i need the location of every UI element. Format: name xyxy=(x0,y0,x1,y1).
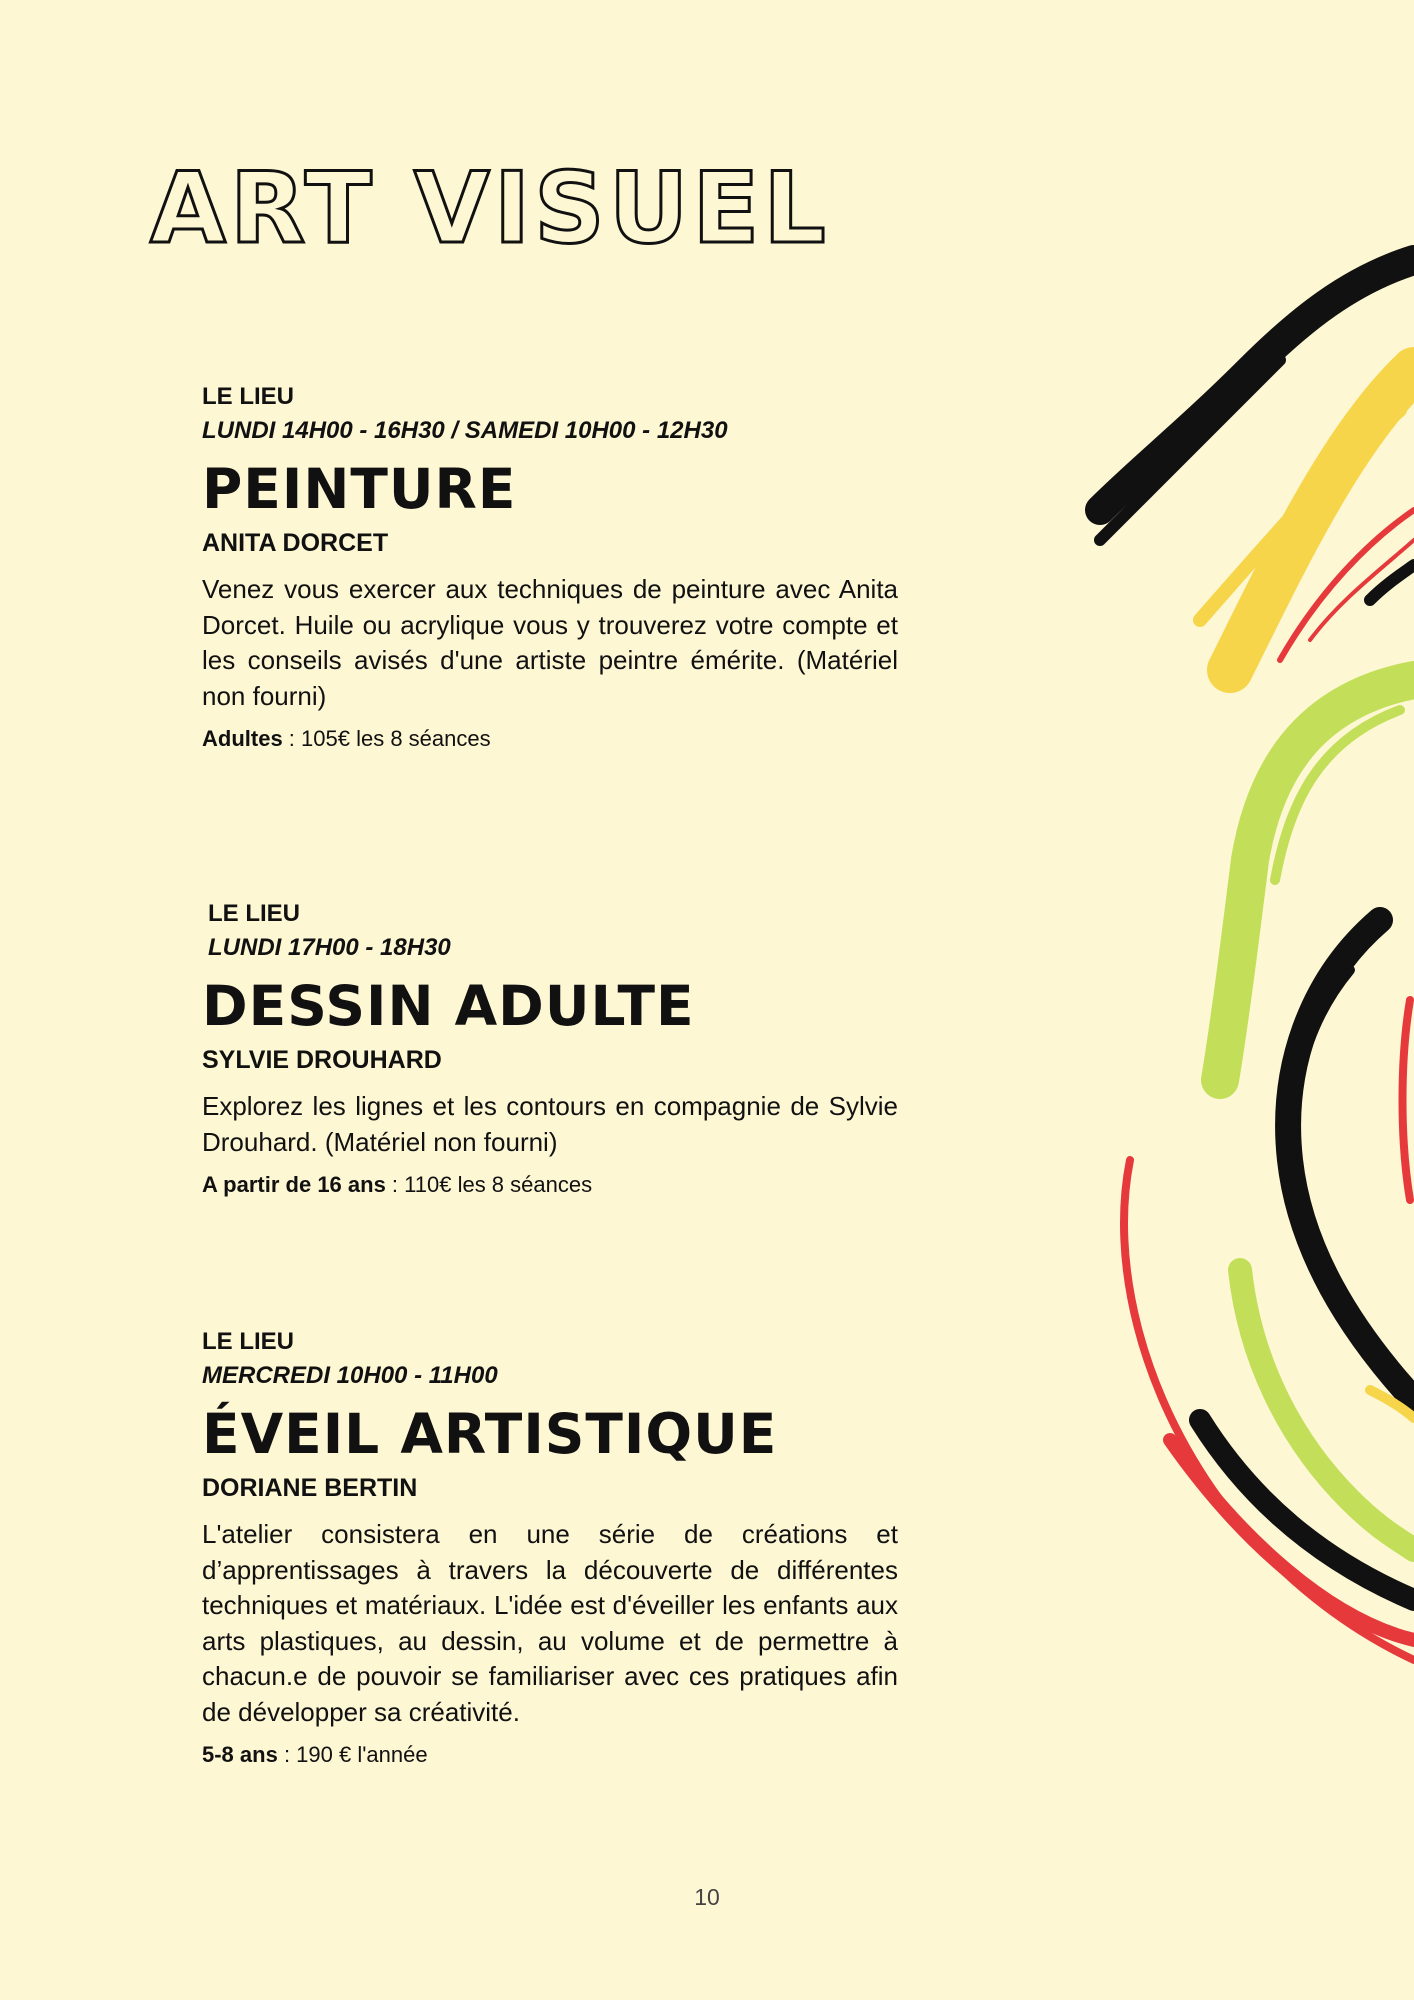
course-place: LE LIEU xyxy=(202,1328,295,1355)
course-teacher: DORIANE BERTIN xyxy=(202,1474,418,1502)
course-schedule: MERCREDI 10H00 - 11H00 xyxy=(202,1362,498,1389)
yellow-brush-stroke-thin xyxy=(1200,410,1400,620)
course-description: Explorez les lignes et les contours en compagnie de Sylvie Drouhard. (Matériel non fourni) xyxy=(202,1091,898,1157)
price-audience: 5-8 ans xyxy=(202,1742,278,1767)
course-schedule: LUNDI 14H00 - 16H30 / SAMEDI 10H00 - 12H30 xyxy=(202,417,728,444)
price-audience: Adultes xyxy=(202,726,283,751)
price-audience: A partir de 16 ans xyxy=(202,1172,386,1197)
course-price xyxy=(202,1740,898,1770)
course-teacher: SYLVIE DROUHARD xyxy=(202,1046,442,1074)
course-schedule: LUNDI 17H00 - 18H30 xyxy=(208,934,451,961)
course-section-peinture xyxy=(202,380,898,754)
course-price xyxy=(202,1170,898,1200)
course-title: DESSIN ADULTE xyxy=(202,974,695,1038)
course-description: Venez vous exercer aux techniques de peinture avec Anita Dorcet. Huile ou acrylique vous y trouverez votre compte et les conseils avisés d'une artiste peintre émérite. (Matériel non fourni) xyxy=(202,574,898,711)
course-title: PEINTURE xyxy=(202,457,517,521)
course-section-dessin-adulte xyxy=(202,897,898,1200)
course-price xyxy=(202,724,898,754)
brush-stroke-decoration xyxy=(1080,240,1414,1790)
black-brush-stroke-tip xyxy=(1100,360,1280,540)
page-number: 10 xyxy=(694,1884,720,1910)
course-description: L'atelier consistera en une série de créations et d’apprentissages à travers la découverte de différentes techniques et matériaux. L'idée est d'éveiller les enfants aux arts plastiques, au dessin, au volume et de permettre à chacun.e de pouvoir se familiariser avec ces pratiques afin de développer sa créativité. xyxy=(202,1519,898,1727)
price-amount: : 190 € l'année xyxy=(277,1742,428,1767)
price-amount: : 105€ les 8 séances xyxy=(282,726,491,751)
price-amount: : 110€ les 8 séances xyxy=(385,1172,593,1197)
red-edge-brush-stroke xyxy=(1403,1000,1411,1200)
course-teacher: ANITA DORCET xyxy=(202,529,389,557)
course-place: LE LIEU xyxy=(208,900,301,927)
course-section-eveil-artistique xyxy=(202,1325,898,1770)
course-place: LE LIEU xyxy=(202,383,295,410)
course-title: ÉVEIL ARTISTIQUE xyxy=(202,1402,778,1466)
page-title: ART VISUEL xyxy=(150,152,830,266)
black-arc-brush-stroke xyxy=(1288,920,1414,1400)
